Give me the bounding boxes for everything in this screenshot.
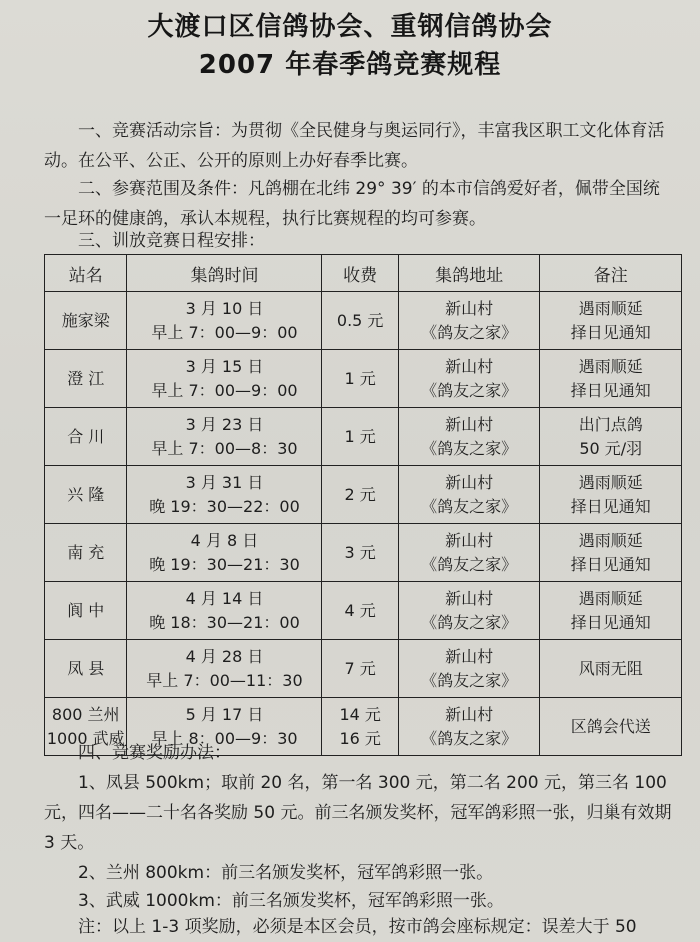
- award-3: 3、武威 1000km：前三名颁发奖杯，冠军鸽彩照一张。: [78, 891, 504, 911]
- fee-cell: 1 元: [322, 350, 398, 408]
- note-text: 出门点鸽: [578, 414, 643, 434]
- table-row: [45, 350, 682, 408]
- table-row: [45, 466, 682, 524]
- time-text: 早上 7：00—9：00: [151, 380, 298, 400]
- date-text: 5 月 17 日: [185, 704, 264, 724]
- address-cell: [398, 350, 540, 408]
- address-text: 新山村: [445, 414, 494, 434]
- note-cell: [540, 640, 682, 698]
- address-text: 新山村: [445, 646, 494, 666]
- note-text: 遇雨顺延: [578, 298, 643, 318]
- note-text: 择日见通知: [570, 554, 651, 574]
- date-text: 3 月 15 日: [185, 356, 264, 376]
- section-2-scope: 二、参赛范围及条件：凡鸽棚在北纬 29° 39′ 的本市信鸽爱好者，佩带全国统一足环的健康鸽，承认本规程，执行比赛规程的均可参赛。: [44, 179, 660, 229]
- station-cell: 兴 隆: [45, 466, 127, 524]
- fee-cell: 1 元: [322, 408, 398, 466]
- fee-cell: 4 元: [322, 582, 398, 640]
- address-text: 《鸽友之家》: [421, 612, 518, 632]
- note-text: 遇雨顺延: [578, 356, 643, 376]
- note-cell: [540, 408, 682, 466]
- station-cell: 凤 县: [45, 640, 127, 698]
- address-cell: [398, 292, 540, 350]
- fee-text: 16 元: [339, 728, 381, 748]
- note-cell: [540, 466, 682, 524]
- address-text: 新山村: [445, 530, 494, 550]
- document-subtitle: 2007 年春季鸽竞赛规程: [198, 50, 502, 80]
- address-text: 新山村: [445, 472, 494, 492]
- note-cell: [540, 524, 682, 582]
- fee-cell: 3 元: [322, 524, 398, 582]
- award-2: 2、兰州 800km：前三名颁发奖杯，冠军鸽彩照一张。: [78, 863, 494, 883]
- section-1-purpose: 一、竞赛活动宗旨：为贯彻《全民健身与奥运同行》，丰富我区职工文化体育活动。在公平、公正、公开的原则上办好春季比赛。: [44, 121, 665, 171]
- note-text: 50 元/羽: [579, 438, 643, 458]
- document-title: 大渡口区信鸽协会、重钢信鸽协会: [147, 12, 553, 42]
- address-text: 《鸽友之家》: [421, 554, 518, 574]
- address-text: 新山村: [445, 298, 494, 318]
- date-text: 3 月 10 日: [185, 298, 264, 318]
- address-text: 新山村: [445, 356, 494, 376]
- time-cell: [127, 292, 322, 350]
- time-cell: [127, 524, 322, 582]
- address-cell: [398, 582, 540, 640]
- address-cell: [398, 466, 540, 524]
- time-text: 早上 8：00—9：30: [151, 728, 298, 748]
- address-text: 《鸽友之家》: [421, 728, 518, 748]
- time-cell: [127, 582, 322, 640]
- address-cell: [398, 408, 540, 466]
- station-name: 800 兰州: [51, 704, 120, 724]
- station-cell: 施家梁: [45, 292, 127, 350]
- fee-cell: 0.5 元: [322, 292, 398, 350]
- address-text: 《鸽友之家》: [421, 438, 518, 458]
- table-row: [45, 292, 682, 350]
- address-text: 《鸽友之家》: [421, 322, 518, 342]
- station-cell: 澄 江: [45, 350, 127, 408]
- date-text: 3 月 31 日: [185, 472, 264, 492]
- note-cell: [540, 582, 682, 640]
- address-text: 新山村: [445, 588, 494, 608]
- time-text: 早上 7：00—9：00: [151, 322, 298, 342]
- table-row: [45, 582, 682, 640]
- time-text: 晚 19：30—22：00: [149, 496, 300, 516]
- note-text: 择日见通知: [570, 496, 651, 516]
- time-cell: [127, 408, 322, 466]
- note-text: 择日见通知: [570, 322, 651, 342]
- time-cell: [127, 350, 322, 408]
- station-cell: 合 川: [45, 408, 127, 466]
- table-row: [45, 640, 682, 698]
- address-text: 《鸽友之家》: [421, 380, 518, 400]
- header-fee: 收费: [322, 255, 398, 292]
- note-text: 遇雨顺延: [578, 472, 643, 492]
- fee-text: 14 元: [339, 704, 381, 724]
- note-cell: [540, 350, 682, 408]
- table-row: [45, 524, 682, 582]
- date-text: 3 月 23 日: [185, 414, 264, 434]
- note-cell: [540, 292, 682, 350]
- address-text: 新山村: [445, 704, 494, 724]
- award-1: 1、凤县 500km；取前 20 名，第一名 300 元，第二名 200 元，第三名 100 元，四名——二十名各奖励 50 元。前三名颁发奖杯，冠军鸽彩照一张，归巢有效期 3 天。: [44, 773, 672, 853]
- header-address: 集鸽地址: [398, 255, 540, 292]
- time-text: 早上 7：00—11：30: [146, 670, 303, 690]
- date-text: 4 月 8 日: [190, 530, 259, 550]
- note-text: 遇雨顺延: [578, 530, 643, 550]
- time-text: 早上 7：00—8：30: [151, 438, 298, 458]
- table-row: [45, 408, 682, 466]
- address-text: 《鸽友之家》: [421, 496, 518, 516]
- fee-cell: 7 元: [322, 640, 398, 698]
- schedule-table: [44, 254, 682, 756]
- station-name: 1000 武威: [46, 728, 125, 748]
- note-cell: 区鸽会代送: [540, 698, 682, 756]
- note-text: 风雨无阻: [578, 658, 643, 678]
- station-cell: 阆 中: [45, 582, 127, 640]
- award-note: 注：以上 1-3 项奖励，必须是本区会员，按市鸽会座标规定：误差大于 50: [78, 917, 637, 937]
- table-header-row: [45, 255, 682, 292]
- header-note: 备注: [540, 255, 682, 292]
- time-text: 晚 18：30—21：00: [149, 612, 300, 632]
- section-3-heading: 三、训放竞赛日程安排：: [78, 231, 265, 251]
- address-text: 《鸽友之家》: [421, 670, 518, 690]
- date-text: 4 月 28 日: [185, 646, 264, 666]
- time-cell: [127, 640, 322, 698]
- note-text: 择日见通知: [570, 380, 651, 400]
- time-cell: [127, 466, 322, 524]
- section-4-heading: 四、竞赛奖励办法：: [78, 743, 231, 763]
- station-cell: 南 充: [45, 524, 127, 582]
- header-time: 集鸽时间: [127, 255, 322, 292]
- note-text: 择日见通知: [570, 612, 651, 632]
- note-text: 遇雨顺延: [578, 588, 643, 608]
- address-cell: [398, 524, 540, 582]
- fee-cell: 2 元: [322, 466, 398, 524]
- date-text: 4 月 14 日: [185, 588, 264, 608]
- address-cell: [398, 640, 540, 698]
- header-station: 站名: [45, 255, 127, 292]
- time-text: 晚 19：30—21：30: [149, 554, 300, 574]
